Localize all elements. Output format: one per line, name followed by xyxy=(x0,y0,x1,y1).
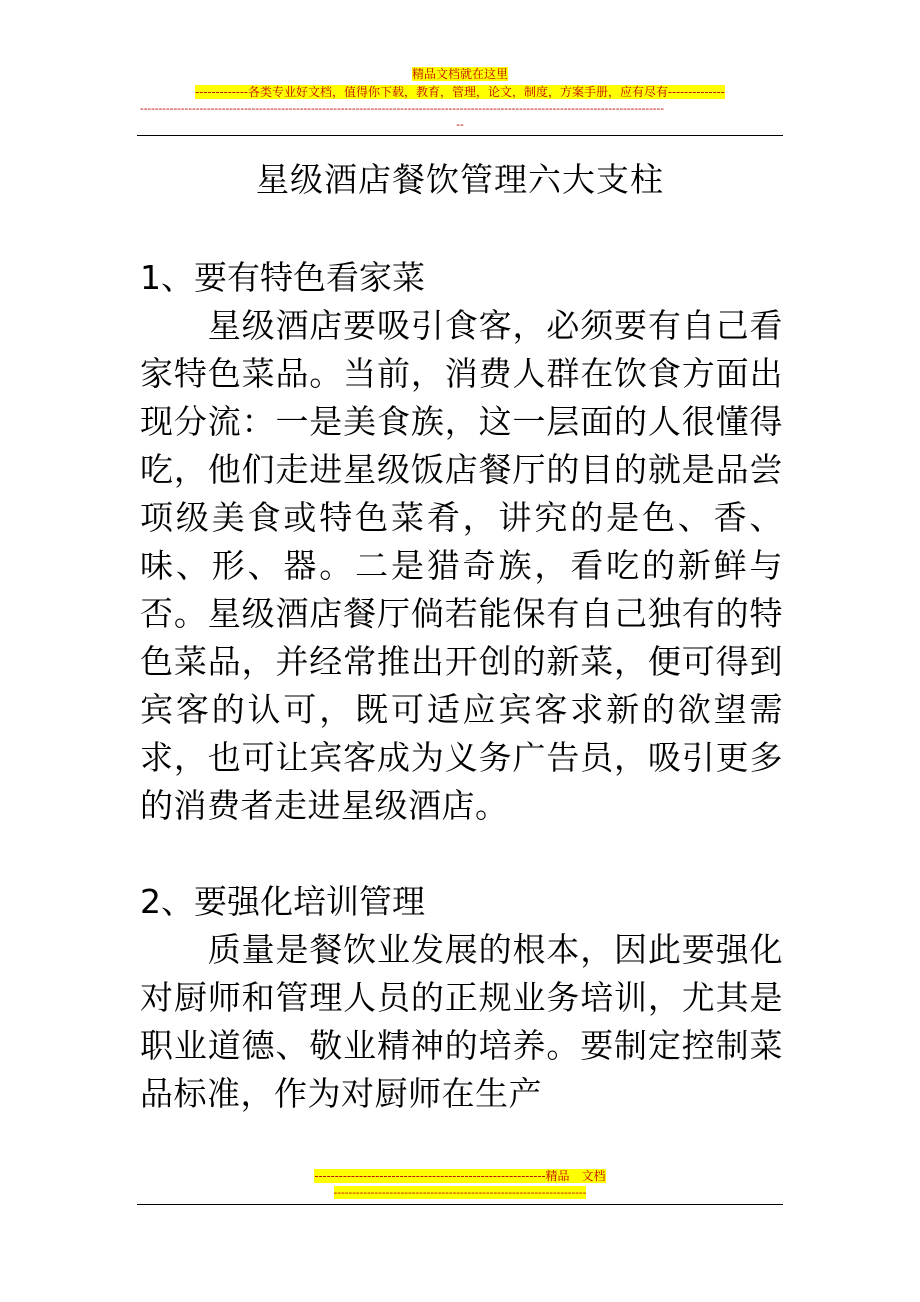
section-gap xyxy=(140,830,783,878)
footer-brand-text: ---------------------------------------------------------精品 文档 xyxy=(314,1169,606,1183)
header-tagline xyxy=(0,84,920,100)
footer-dash-text: -------------------------------------------------------------------- xyxy=(333,1186,587,1199)
document-title: 星级酒店餐饮管理六大支柱 xyxy=(256,160,664,199)
section-2-heading: 2、要强化培训管理 xyxy=(140,882,425,921)
document-body xyxy=(140,254,783,1118)
header-rule xyxy=(137,135,783,136)
footer-brand xyxy=(0,1168,920,1184)
header-dash-line-2: -- xyxy=(456,118,464,131)
footer-dash-line xyxy=(0,1186,920,1200)
footer-rule xyxy=(137,1204,783,1205)
section-1-heading: 1、要有特色看家菜 xyxy=(140,258,425,297)
header-tagline-text: -------------各类专业好文档，值得你下载，教育，管理，论文，制度，方案手册，应有尽有-------------- xyxy=(195,85,725,99)
header-brand xyxy=(0,66,920,82)
header-dash-line: --------------------------------------------------------------------------------------------------------------------------------------------- xyxy=(140,102,665,115)
section-2-paragraph: 质量是餐饮业发展的根本，因此要强化对厨师和管理人员的正规业务培训，尤其是职业道德、敬业精神的培养。要制定控制菜品标准，作为对厨师在生产 xyxy=(140,930,783,1113)
header-brand-text: 精品文档就在这里 xyxy=(411,67,508,81)
section-1-paragraph: 星级酒店要吸引食客，必须要有自己看家特色菜品。当前，消费人群在饮食方面出现分流：一是美食族，这一层面的人很懂得吃，他们走进星级饭店餐厅的目的就是品尝项级美食或特色菜肴，讲究的是色、香、味、形、器。二是猎奇族，看吃的新鲜与否。星级酒店餐厅倘若能保有自己独有的特色菜品，并经常推出开创的新菜，便可得到宾客的认可，既可适应宾客求新的欲望需求，也可让宾客成为义务广告员，吸引更多的消费者走进星级酒店。 xyxy=(140,306,783,825)
